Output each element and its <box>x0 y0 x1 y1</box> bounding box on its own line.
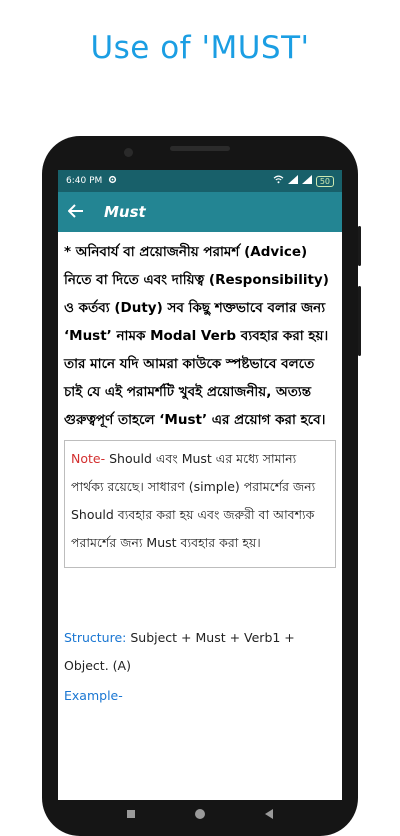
square-icon[interactable] <box>126 808 136 822</box>
status-time: 6:40 PM <box>66 176 103 186</box>
signal-icon <box>288 175 298 187</box>
status-bar <box>58 170 342 192</box>
page-title: Must <box>104 203 146 221</box>
note-text: Should এবং Must এর মধ্যে সামান্য পার্থক্য রয়েছে। সাধারণ (simple) পরামর্শের জন্য Should ব্যবহার করা হয় এবং জরুরী বা আবশ্যক পরামর্শের জন্য Must ব্যবহার করা হয়। <box>71 451 316 550</box>
signal-icon <box>302 175 312 187</box>
example-label: Example- <box>64 688 123 703</box>
structure-text: Subject + Must + Verb1 + Object. (A) <box>64 630 295 673</box>
phone-side-button <box>358 286 361 356</box>
structure-label: Structure: <box>64 630 127 645</box>
lesson-content <box>58 232 342 703</box>
circle-icon[interactable] <box>194 808 206 823</box>
system-nav-bar <box>58 800 342 830</box>
note-box <box>64 440 336 568</box>
note-label: Note- <box>71 451 106 466</box>
front-camera <box>124 148 133 157</box>
intro-paragraph: * অনিবার্য বা প্রয়োজনীয় পরামর্শ (Advice) নিতে বা দিতে এবং দায়িত্ব (Responsibility) ও কর্তব্য (Duty) সব কিছু শক্তভাবে বলার জন্য ‘Must’ নামক Modal Verb ব্যবহার করা হয়। তার মানে যদি আমরা কাউকে স্পষ্টভাবে বলতে চাই যে এই পরামর্শটি খুবই প্রয়োজনীয়, অত্যন্ত গুরুত্বপূর্ণ তাহলে ‘Must’ এর প্রয়োগ করা হবে। <box>64 244 329 428</box>
speaker-grille <box>170 146 230 151</box>
app-screen <box>58 170 342 800</box>
triangle-icon[interactable] <box>264 808 274 823</box>
arrow-left-icon[interactable] <box>68 202 96 223</box>
wifi-icon <box>273 175 284 187</box>
phone-frame <box>42 136 358 836</box>
structure-line <box>64 624 336 680</box>
battery-icon: 50 <box>316 176 334 187</box>
phone-side-button <box>358 226 361 266</box>
gear-icon <box>108 175 117 187</box>
promo-title: Use of 'MUST' <box>90 30 310 66</box>
app-bar <box>58 192 342 232</box>
